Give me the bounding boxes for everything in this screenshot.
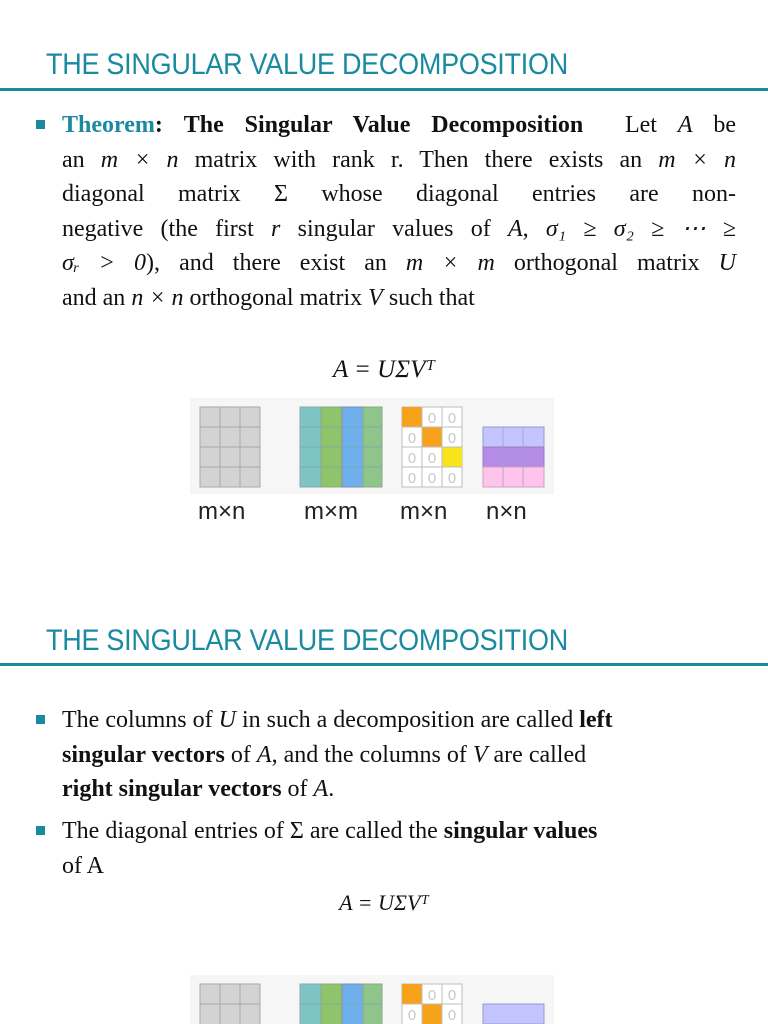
label-vt-dims: n×n <box>486 498 527 525</box>
theorem-name: The Singular Value Decomposition <box>183 112 584 138</box>
matrix-sigma <box>402 407 462 487</box>
svg-text:0: 0 <box>447 470 457 487</box>
svg-text:0: 0 <box>407 1007 417 1024</box>
slide1-title-rule <box>0 88 768 91</box>
svg-text:0: 0 <box>447 1007 457 1024</box>
sval-line-2: of A <box>62 852 104 879</box>
sv-line-1: The columns of U in such a decomposition are called left <box>62 707 613 733</box>
svd-equation-1: A = UΣVᵀ <box>332 356 436 383</box>
sv-line-3: right singular vectors of A. <box>62 776 335 802</box>
theorem-line-5: σᵣ > 0), and there exist an m × m orthogonal matrix U <box>62 250 737 276</box>
theorem-line-1: Theorem: The Singular Value Decomposition Let A be <box>62 112 737 138</box>
svg-text:0: 0 <box>407 470 417 487</box>
svd-diagram-2-graphic <box>190 975 554 1024</box>
theorem-line-6: and an n × n orthogonal matrix V such that <box>62 284 475 311</box>
slide1-title: THE SINGULAR VALUE DECOMPOSITION <box>46 48 568 81</box>
bullet-square-icon <box>36 826 45 835</box>
theorem-line-2: an m × n matrix with rank r. Then there exists an m × n <box>62 146 737 173</box>
theorem-line-4: negative (the first r singular values of A, σ₁ ≥ σ₂ ≥ ⋯ ≥ <box>62 215 737 242</box>
svg-text:0: 0 <box>427 987 437 1004</box>
theorem-text <box>62 108 736 315</box>
svg-text:0: 0 <box>427 450 437 467</box>
svg-text:0: 0 <box>427 410 437 427</box>
bullet-singular-vectors <box>36 703 736 807</box>
theorem-line-3: diagonal matrix Σ whose diagonal entries are non- <box>62 181 736 207</box>
sval-line-1: The diagonal entries of Σ are called the singular values <box>62 818 598 844</box>
sv-line-2: singular vectors of A, and the columns of V are called <box>62 741 587 768</box>
svd-equation-2: A = UΣVᵀ <box>339 890 429 915</box>
label-sigma-dims: m×n <box>400 498 448 525</box>
svg-text:0: 0 <box>407 450 417 467</box>
svd-diagram-1 <box>190 398 554 530</box>
bullet-square-icon <box>36 715 45 724</box>
singular-values-text <box>62 814 736 883</box>
matrix-a <box>200 984 260 1024</box>
svg-text:0: 0 <box>447 430 457 447</box>
matrix-u <box>300 407 382 487</box>
theorem-label: Theorem <box>62 112 155 138</box>
singular-vectors-text <box>62 703 736 807</box>
svg-text:0: 0 <box>447 987 457 1004</box>
svg-text:0: 0 <box>447 410 457 427</box>
slide2-title: THE SINGULAR VALUE DECOMPOSITION <box>46 624 568 657</box>
svg-text:0: 0 <box>407 430 417 447</box>
svg-text:0: 0 <box>427 470 437 487</box>
matrix-sigma <box>402 984 462 1024</box>
slide2-title-rule <box>0 663 768 666</box>
svd-diagram-1-graphic <box>190 398 554 494</box>
matrix-vt <box>483 427 544 487</box>
label-a-dims: m×n <box>198 498 246 525</box>
svd-diagram-2 <box>190 975 554 1024</box>
bullet-singular-values <box>36 814 736 884</box>
label-u-dims: m×m <box>304 498 358 525</box>
matrix-u <box>300 984 382 1024</box>
matrix-a <box>200 407 260 487</box>
bullet-square-icon <box>36 120 45 129</box>
matrix-vt <box>483 1004 544 1024</box>
theorem-bullet <box>36 108 736 318</box>
